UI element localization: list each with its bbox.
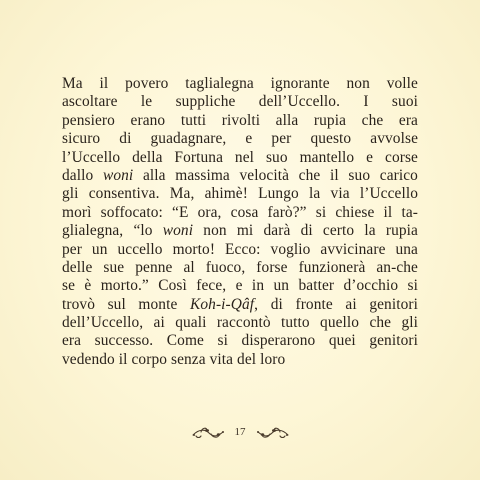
- text-line: trovò sul monte Koh-i-Qâf, di fronte ai genitori: [62, 295, 418, 313]
- text-line: vedendo il corpo senza vita del loro: [62, 350, 286, 368]
- floral-flourish-icon: [256, 423, 290, 441]
- floral-flourish-icon: [191, 423, 225, 441]
- text-line: delle sue penne al fuoco, forse funzionerà an-che: [62, 258, 418, 276]
- text-line: ascoltare le suppliche dell’Uccello. I suoi: [62, 93, 418, 111]
- italic-word: woni: [162, 222, 194, 240]
- italic-word: woni: [102, 166, 134, 184]
- text-line: glialegna, “lo woni non mi darà di certo la rupia: [62, 222, 418, 240]
- italic-word: Koh-i-Qâf: [190, 295, 255, 313]
- text-line: se è morto.” Così fece, e in un batter d’occhio si: [62, 277, 418, 295]
- text-line: gli consentiva. Ma, ahimè! Lungo la via l’Uccello: [62, 185, 418, 203]
- text-line: dallo woni alla massima velocità che il suo carico: [62, 166, 418, 184]
- text-line: per un uccello morto! Ecco: voglio avvicinare una: [62, 240, 418, 258]
- body-text: [62, 75, 418, 369]
- page-number: 17: [234, 426, 246, 438]
- text-line: morì soffocato: “E ora, cosa farò?” si chiese il ta-: [62, 203, 418, 221]
- page-footer: [0, 420, 480, 444]
- text-line: Ma il povero taglialegna ignorante non volle: [62, 75, 418, 92]
- text-line: l’Uccello della Fortuna nel suo mantello e corse: [62, 148, 418, 166]
- text-line: pensiero erano tutti rivolti alla rupia che era: [62, 111, 418, 129]
- text-line: sicuro di guadagnare, e per questo avvolse: [62, 130, 418, 148]
- text-line: dell’Uccello, ai quali raccontò tutto quello che gli: [62, 314, 418, 332]
- text-line: era successo. Come si disperarono quei genitori: [62, 332, 418, 350]
